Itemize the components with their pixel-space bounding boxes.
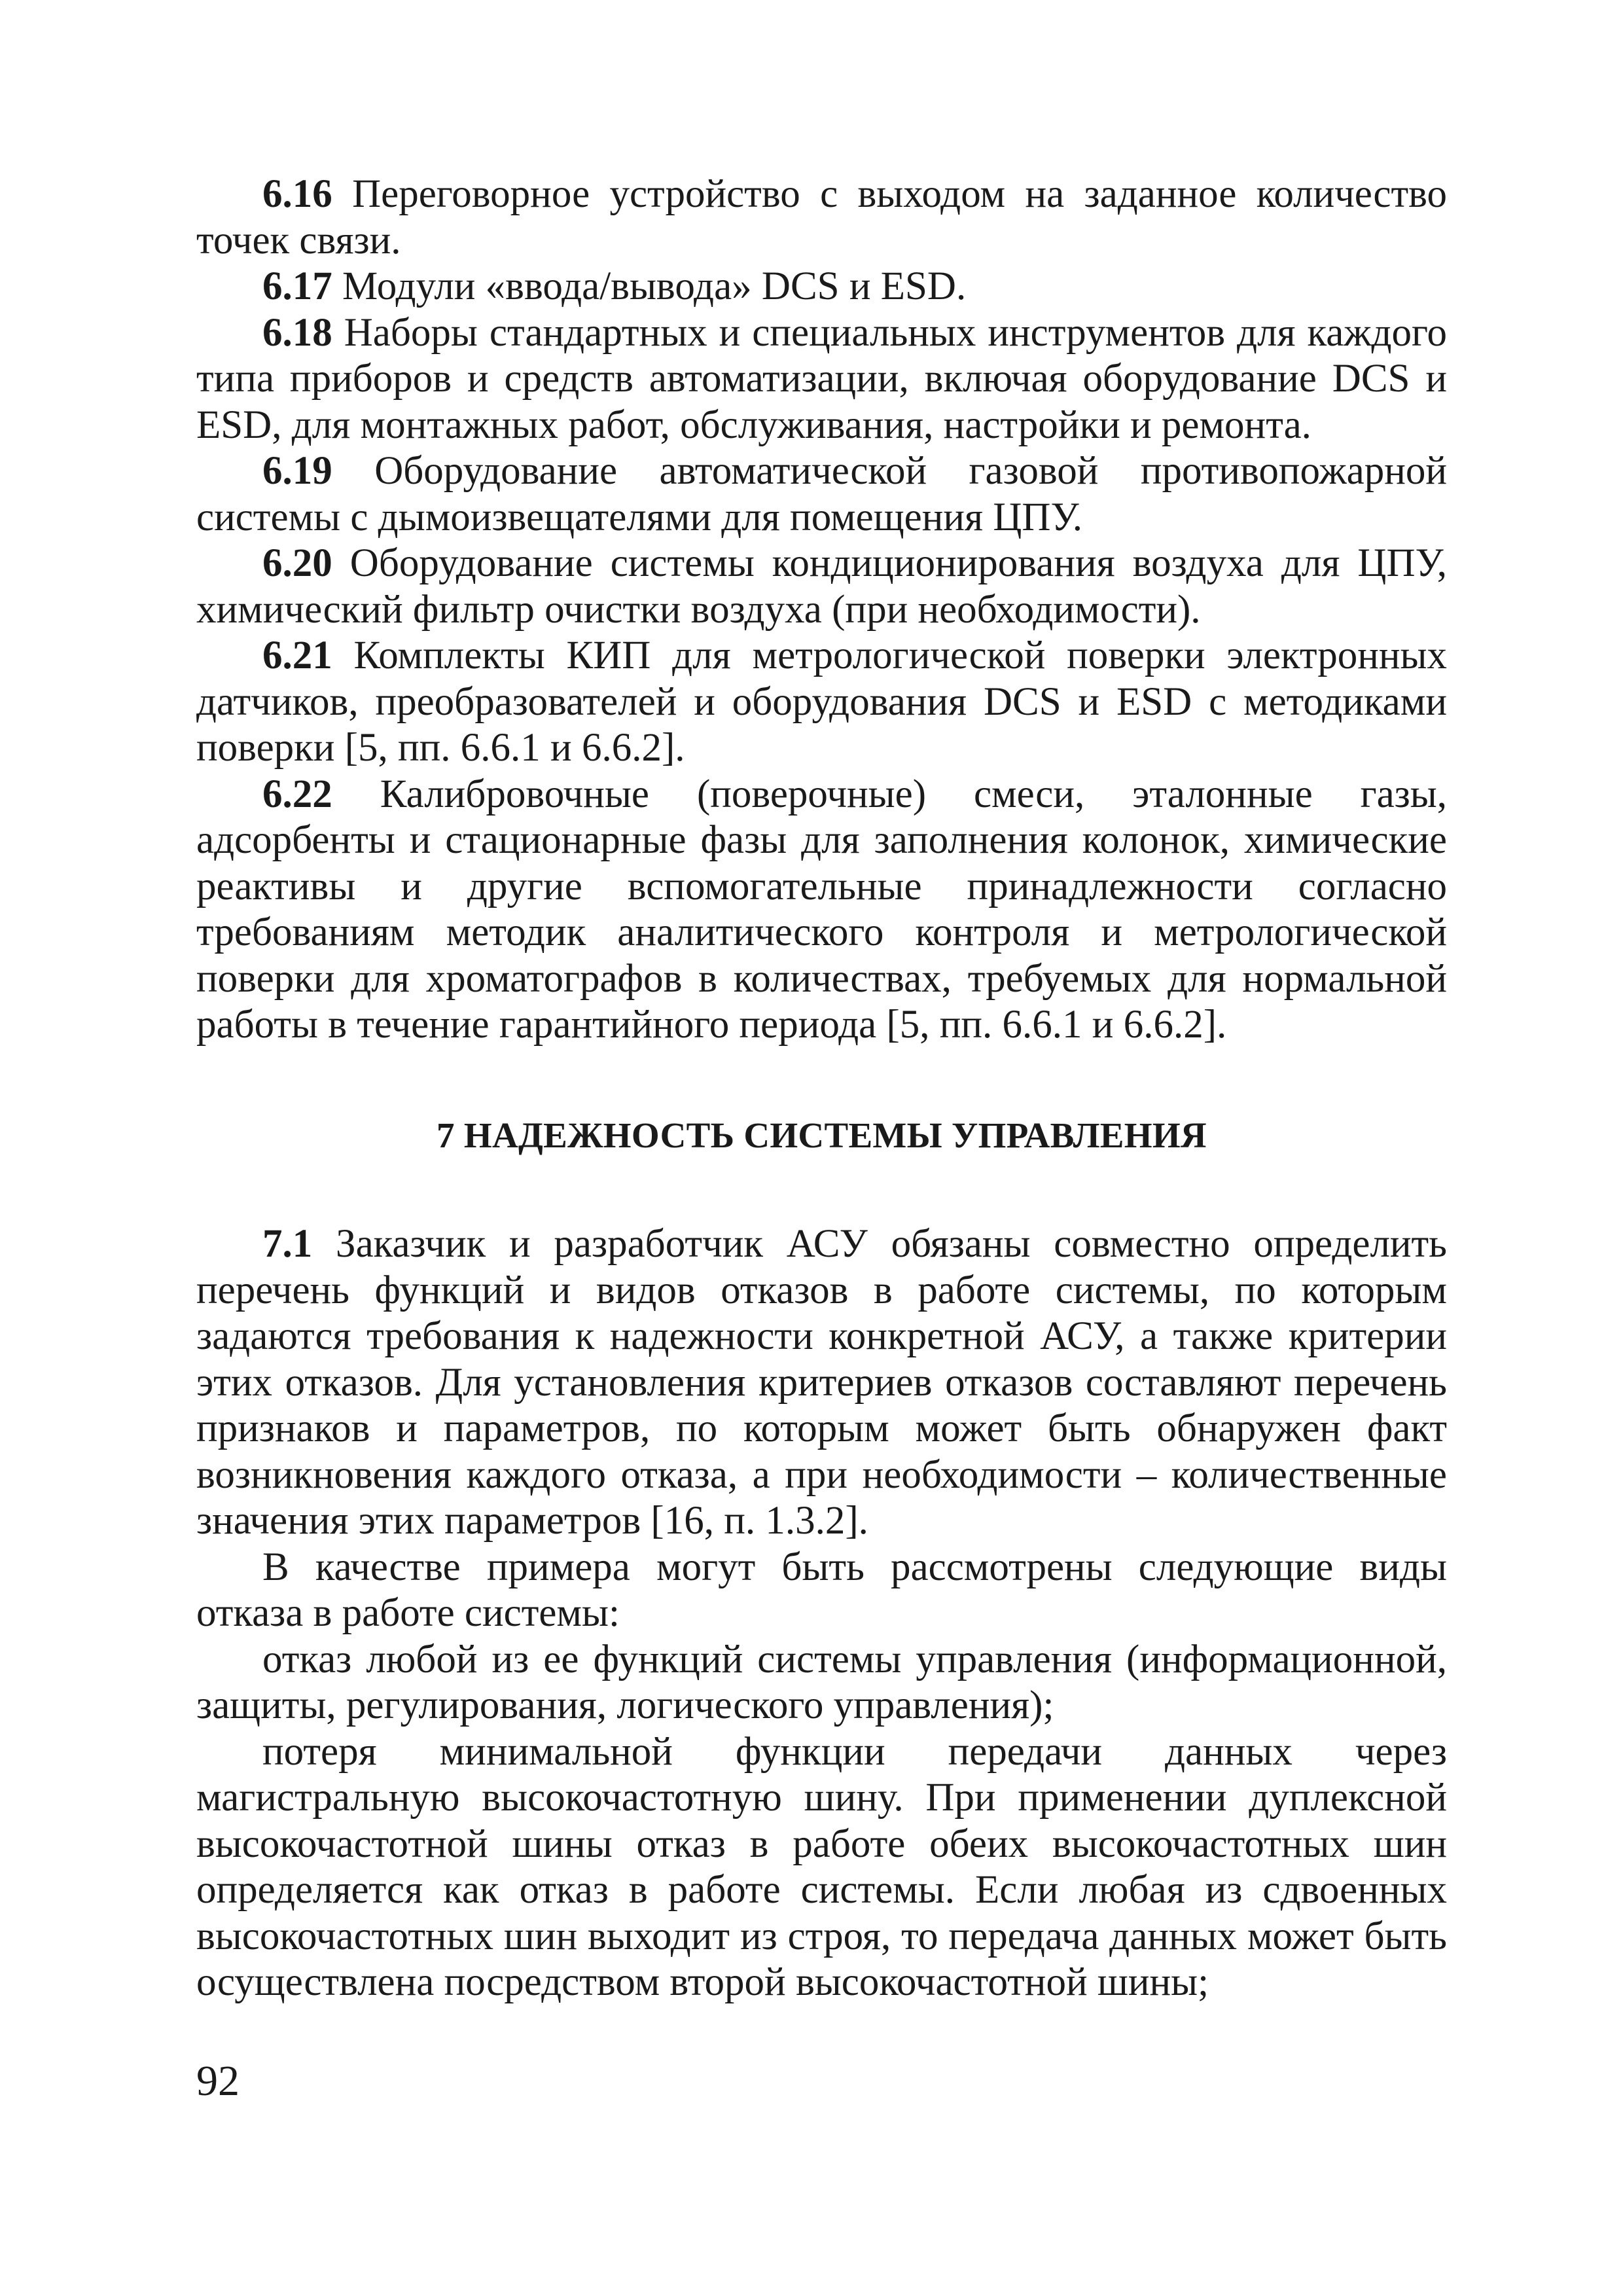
clause-text: Переговорное устройство с выходом на заданное количество точек связи.	[196, 172, 1447, 262]
paragraph: В качестве примера могут быть рассмотрены следующие виды отказа в работе системы:	[196, 1545, 1447, 1635]
clause-number: 6.16	[262, 172, 332, 216]
clause-6-16	[196, 171, 1447, 264]
clause-number: 6.20	[262, 541, 332, 585]
page-number: 92	[196, 2057, 240, 2105]
clause-6-19	[196, 448, 1447, 541]
clause-number: 6.21	[262, 634, 332, 677]
clause-6-20	[196, 541, 1447, 633]
clause-text: Оборудование автоматической газовой противопожарной системы с дымоизвещателями для помещения ЦПУ.	[196, 449, 1447, 539]
clause-text: Комплекты КИП для метрологической поверки электронных датчиков, преобразователей и оборудования DCS и ESD с методиками поверки [5, пп. 6.6.1 и 6.6.2].	[196, 634, 1447, 770]
clause-text: Калибровочные (поверочные) смеси, эталонные газы, адсорбенты и стационарные фазы для заполнения колонок, химические реактивы и другие вспомогательные принадлежности согласно требованиям методик аналитического контроля и метрологической поверки для хроматографов в количествах, требуемых для нормальной работы в течение гарантийного периода [5, пп. 6.6.1 и 6.6.2].	[196, 772, 1448, 1047]
clause-number: 6.17	[262, 264, 332, 308]
body-text	[196, 171, 1447, 2006]
paragraph: потеря минимальной функции передачи данных через магистральную высокочастотную шину. При применении дуплексной высокочастотной шины отказ в работе обеих высокочастотных шин определяется как отказ в работе системы. Если любая из сдвоенных высокочастотных шин выходит из строя, то передача данных может быть осуществлена посредством второй высокочастотной шины;	[196, 1729, 1447, 2004]
clause-number: 6.19	[262, 449, 332, 493]
clause-number: 6.18	[262, 310, 332, 355]
clause-text: Модули «ввода/вывода» DCS и ESD.	[342, 264, 967, 308]
clause-6-22	[196, 772, 1447, 1049]
clause-6-21	[196, 633, 1447, 772]
clause-text: Наборы стандартных и специальных инструментов для каждого типа приборов и средств автоматизации, включая оборудование DCS и ESD, для монтажных работ, обслуживания, настройки и ремонта.	[196, 310, 1447, 447]
clause-6-18	[196, 310, 1447, 449]
clause-text: Заказчик и разработчик АСУ обязаны совместно определить перечень функций и видов отказов в работе системы, по которым задаются требования к надежности конкретной АСУ, а также критерии этих отказов. Для установления критериев отказов составляют перечень признаков и параметров, по которым может быть обнаружен факт возникновения каждого отказа, а при необходимости – количественные значения этих параметров [16, п. 1.3.2].	[196, 1222, 1448, 1543]
clause-number: 6.22	[262, 772, 332, 816]
clause-7-1	[196, 1221, 1447, 1545]
paragraph: отказ любой из ее функций системы управления (информационной, защиты, регулирования, логического управления);	[196, 1637, 1447, 1727]
clause-6-17	[196, 264, 1447, 310]
clause-number: 7.1	[262, 1222, 313, 1266]
section-heading: 7 НАДЕЖНОСТЬ СИСТЕМЫ УПРАВЛЕНИЯ	[437, 1115, 1207, 1155]
clause-text: Оборудование системы кондиционирования воздуха для ЦПУ, химический фильтр очистки воздуха (при необходимости).	[196, 541, 1448, 632]
